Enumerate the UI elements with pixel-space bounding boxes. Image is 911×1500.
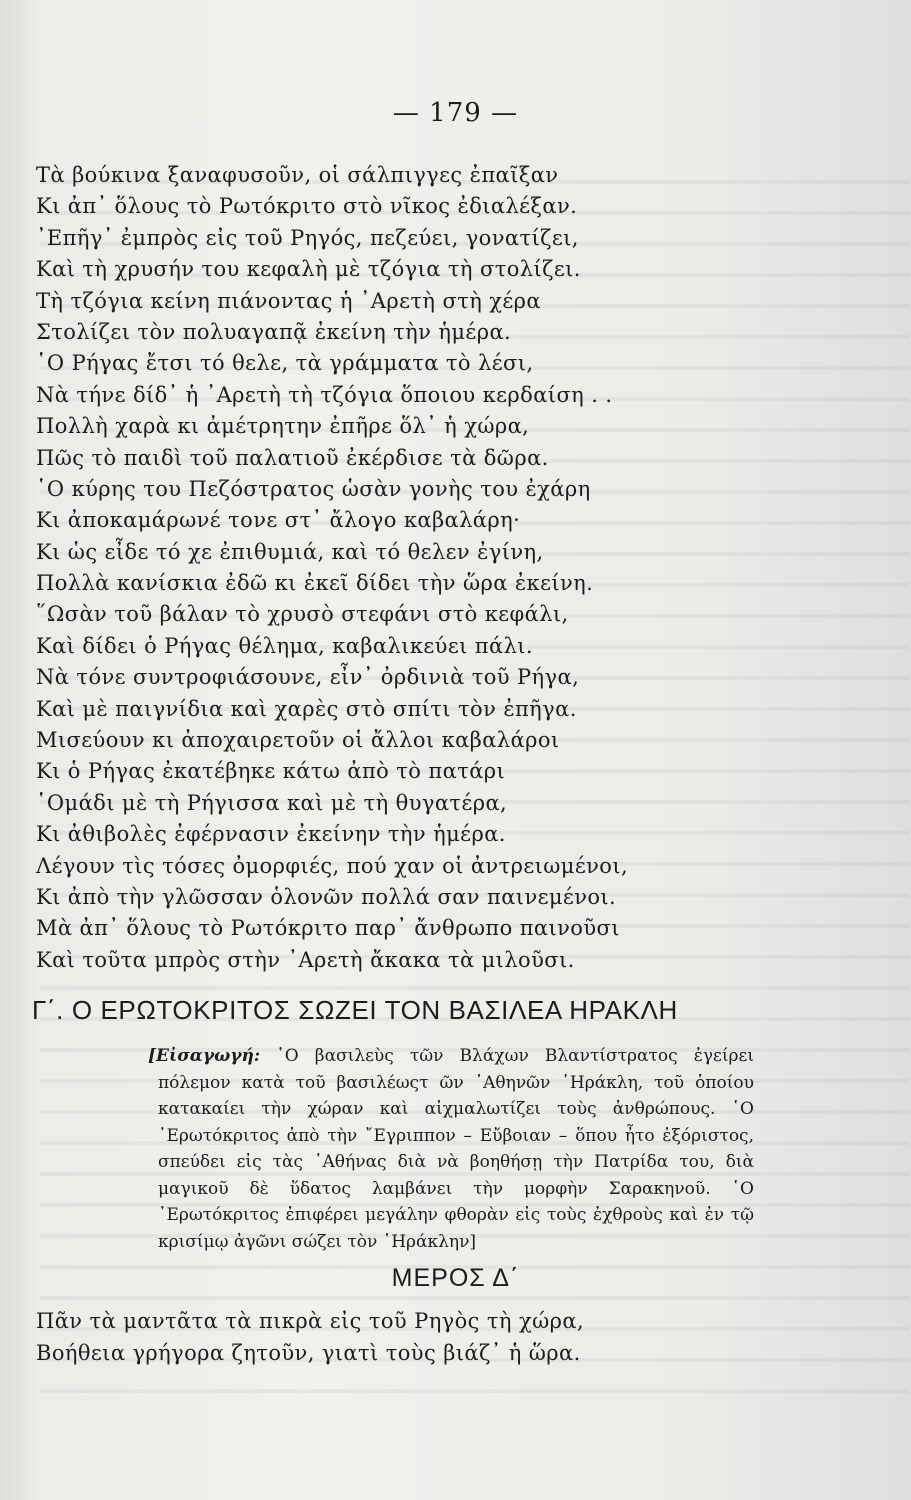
part-heading: ΜΕΡΟΣ Δ΄ [391, 1264, 520, 1292]
verse-line: Πᾶν τὰ μαντᾶτα τὰ πικρὰ εἰς τοῦ Ρηγὸς τὴ χώρα, [36, 1309, 585, 1333]
verse-line: Πολλὴ χαρὰ κι ἀμέτρητην ἐπῆρε ὅλ᾿ ἡ χώρα, [36, 414, 530, 439]
verse-line: ᾿Επῆγ᾿ ἐμπρὸς εἰς τοῦ Ρηγός, πεζεύει, γονατίζει, [36, 225, 579, 250]
verse-line: Λέγουν τὶς τόσες ὀμορφιές, πού χαν οἱ ἀντρειωμένοι, [36, 853, 629, 878]
verse-line: ῞Ωσὰν τοῦ βάλαν τὸ χρυσὸ στεφάνι στὸ κεφάλι, [36, 602, 569, 627]
verse-line: Τὴ τζόγια κείνη πιάνοντας ἡ ᾿Αρετὴ στὴ χέρα [36, 288, 541, 313]
verse-line: Κι ἀθιβολὲς ἐφέρνασιν ἐκείνην τὴν ἡμέρα. [36, 822, 506, 847]
verse-line: Καὶ μὲ παιγνίδια καὶ χαρὲς στὸ σπίτι τὸν ἐπῆγα. [36, 696, 577, 721]
verse-block [36, 160, 876, 976]
verse-line: Καὶ τοῦτα μπρὸς στὴν ᾿Αρετὴ ἄκακα τὰ μιλοῦσι. [36, 947, 575, 972]
verse-line: Μισεύουν κι ἀποχαιρετοῦν οἱ ἄλλοι καβαλάροι [36, 728, 560, 753]
verse-line: Καὶ δίδει ὁ Ρήγας θέλημα, καβαλικεύει πάλι. [36, 633, 534, 658]
verse-line: ῾Ο κύρης του Πεζόστρατος ὡσὰν γονὴς του ἐχάρη [36, 476, 591, 501]
verse-block-part4 [36, 1305, 876, 1369]
verse-line: Μὰ ἀπ᾿ ὅλους τὸ Ρωτόκριτο παρ᾿ ἄνθρωπο παινοῦσι [36, 916, 620, 941]
verse-line: Βοήθεια γρήγορα ζητοῦν, γιατὶ τοὺς βιάζ᾿ ἡ ὥρα. [36, 1341, 581, 1365]
introduction-label: [Εἰσαγωγή: [148, 1046, 261, 1066]
page-number: — 179 — [392, 98, 519, 128]
verse-line: Κι ἀπ᾿ ὅλους τὸ Ρωτόκριτο στὸ νῖκος ἐδιαλέξαν. [36, 194, 578, 219]
verse-line: Νὰ τόνε συντροφιάσουνε, εἶν᾿ ὀρδινιὰ τοῦ Ρήγα, [36, 665, 580, 690]
introduction-paragraph [148, 1043, 754, 1255]
verse-line: Νὰ τήνε δίδ᾿ ἡ ᾿Αρετὴ τὴ τζόγια ὅποιου κερδαίση . . [36, 382, 613, 407]
verse-line: ῾Ομάδι μὲ τὴ Ρήγισσα καὶ μὲ τὴ θυγατέρα, [36, 790, 508, 815]
section-heading: Γ΄. Ο ΕΡΩΤΟΚΡΙΤΟΣ ΣΩΖΕΙ ΤΟΝ ΒΑΣΙΛΕΑ ΗΡΑΚΛΗ [32, 995, 678, 1025]
verse-line: Πολλὰ κανίσκια ἐδῶ κι ἐκεῖ δίδει τὴν ὥρα ἐκείνη. [36, 571, 594, 596]
verse-line: Πῶς τὸ παιδὶ τοῦ παλατιοῦ ἐκέρδισε τὰ δῶρα. [36, 445, 549, 470]
introduction-text: ῾Ο βασιλεὺς τῶν Βλάχων Βλαντίστρατος ἐγείρει πόλεμον κατὰ τοῦ βασιλέωςτ ῶν ᾿Αθηνῶν ῾Ηράκλη, τοῦ ὁποίου κατακαίει τὴν χώραν καὶ αἰχμαλωτίζει τοὺς ἀνθρώπους. ῾Ο ᾿Ερωτόκριτος ἀπὸ τὴν ῎Εγριππον – Εὔβοιαν – ὅπου ἦτο ἐξόριστος, σπεύδει εἰς τὰς ᾿Αθήνας διὰ νὰ βοηθήσῃ τὴν Πατρίδα του, διὰ μαγικοῦ δὲ ὕδατος λαμβάνει τὴν μορφὴν Σαρακηνοῦ. ῾Ο ᾿Ερωτόκριτος ἐπιφέρει μεγάλην φθορὰν εἰς τοὺς ἐχθροὺς καὶ ἐν τῷ κρισίμῳ ἀγῶνι σώζει τὸν ῾Ηράκλην] [158, 1046, 754, 1252]
verse-line: Στολίζει τὸν πολυαγαπᾷ ἐκείνη τὴν ἡμέρα. [36, 319, 512, 344]
verse-line: Τὰ βούκινα ξαναφυσοῦν, οἱ σάλπιγγες ἐπαῖξαν [36, 163, 559, 187]
verse-line: ῾Ο Ρήγας ἔτσι τό θελε, τὰ γράμματα τὸ λέσι, [36, 351, 534, 376]
verse-line: Κι ὡς εἶδε τό χε ἐπιθυμιά, καὶ τό θελεν ἐγίνη, [36, 539, 544, 564]
verse-line: Κι ἀποκαμάρωνέ τονε στ᾿ ἄλογο καβαλάρη· [36, 508, 521, 533]
verse-line: Κι ἀπὸ τὴν γλῶσσαν ὁλονῶν πολλά σαν παινεμένοι. [36, 884, 617, 909]
verse-line: Καὶ τὴ χρυσήν του κεφαλὴ μὲ τζόγια τὴ στολίζει. [36, 257, 581, 282]
verse-line: Κι ὁ Ρήγας ἐκατέβηκε κάτω ἀπὸ τὸ πατάρι [36, 759, 506, 784]
